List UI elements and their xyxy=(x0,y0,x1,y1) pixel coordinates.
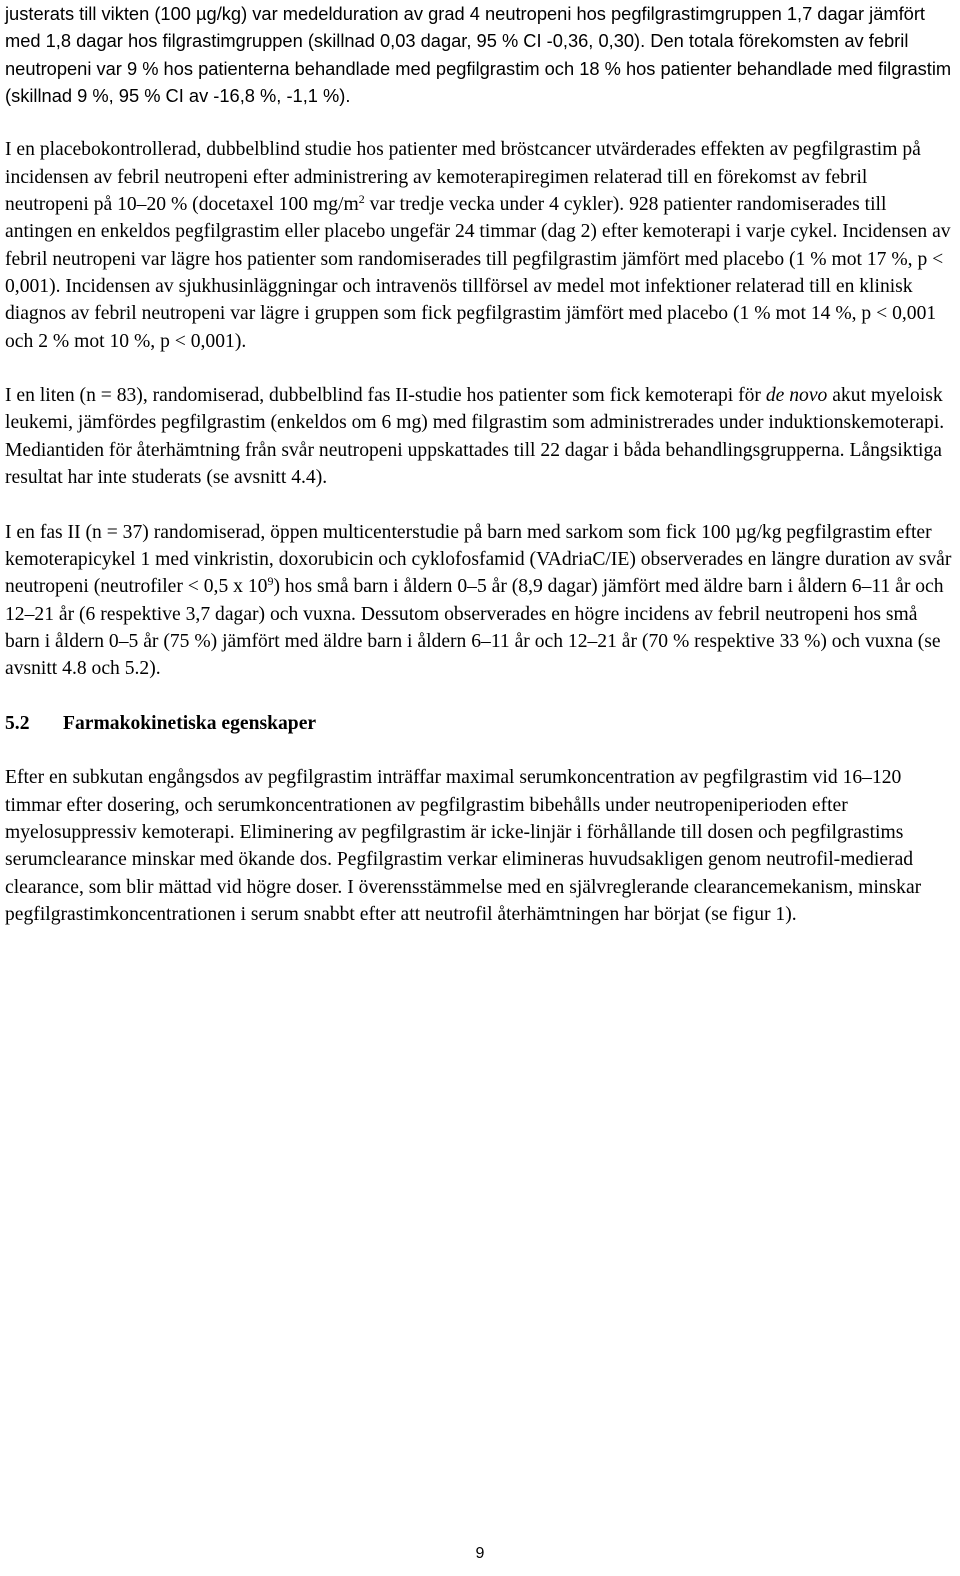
paragraph-gap xyxy=(5,355,955,382)
text-span: I en fas II (n = 37) randomiserad, öppen multicenterstudie på barn med sarkom som fick 100 µg/kg pegfilgrastim efter kemoterapicykel 1 med vinkristin, doxorubicin och cyklofosfamid (VAdriaC/IE) observerades en längre duration av svår neutropeni (neutrofiler < 0,5 x 10 xyxy=(5,521,952,598)
text-span: I en liten (n = 83), randomiserad, dubbelblind fas II-studie hos patienter som fick kemoterapi för xyxy=(5,385,766,407)
text-span: ) hos små barn i åldern 0–5 år (8,9 dagar) jämfört med äldre barn i åldern 6–11 år och 12–21 år (6 respektive 3,7 dagar) och vuxna. Dessutom observerades en högre incidens av febril neutropeni hos små barn i åldern 0–5 år (75 %) jämfört med äldre barn i åldern 6–11 år och 12–21 år (70 % respektive 33 %) och vuxna (se avsnitt 4.8 och 5.2). xyxy=(5,576,944,680)
page-number: 9 xyxy=(475,1545,485,1562)
paragraph-breast-cancer-study xyxy=(5,136,955,354)
section-heading xyxy=(5,710,955,737)
text-span: akut myeloisk leukemi, jämfördes pegfilgrastim (enkeldos om 6 mg) med filgrastim som administrerades under induktionskemoterapi. Mediantiden för återhämtning från svår neutropeni uppskattades till 22 dagar i båda behandlingsgrupperna. Långsiktiga resultat har inte studerats (se avsnitt 4.4). xyxy=(5,385,945,489)
paragraph-aml-study xyxy=(5,382,955,491)
superscript: 9 xyxy=(267,574,274,589)
paragraph-efficacy-summary: justerats till vikten (100 µg/kg) var medelduration av grad 4 neutropeni hos pegfilgrastimgruppen 1,7 dagar jämfört med 1,8 dagar hos filgrastimgruppen (skillnad 0,03 dagar, 95 % CI -0,36, 0,30). Den totala förekomsten av febril neutropeni var 9 % hos patienterna behandlade med pegfilgrastim och 18 % hos patienter behandlade med filgrastim (skillnad 9 %, 95 % CI av -16,8 %, -1,1 %). xyxy=(5,3,952,106)
paragraph-gap xyxy=(5,737,955,764)
italic-text: de novo xyxy=(765,385,828,407)
paragraph-pharmacokinetics: Efter en subkutan engångsdos av pegfilgrastim inträffar maximal serumkoncentration av pegfilgrastim vid 16–120 timmar efter dosering, och serumkoncentrationen av pegfilgrastim bibehålls under neutropeniperioden efter myelosuppressiv kemoterapi. Eliminering av pegfilgrastim är icke-linjär i förhållande till dosen och pegfilgrastims serumclearance minskar med ökande dos. Pegfilgrastim verkar elimineras huvudsakligen genom neutrofil-medierad clearance, som blir mättad vid högre doser. I överensstämmelse med en självreglerande clearancemekanism, minskar pegfilgrastimkoncentrationen i serum snabbt efter att neutrofil återhämtningen har börjat (se figur 1). xyxy=(5,767,922,925)
text-span: I en placebokontrollerad, dubbelblind studie hos patienter med bröstcancer utvärderades effekten av pegfilgrastim på incidensen av febril neutropeni efter administrering av kemoterapiregimen relaterad till en förekomst av febril neutropeni på 10–20 % (docetaxel 100 mg/m xyxy=(5,139,921,216)
document-page xyxy=(5,0,955,928)
section-number: 5.2 xyxy=(5,712,30,734)
superscript: 2 xyxy=(358,192,365,207)
paragraph-gap xyxy=(5,491,955,518)
text-span: var tredje vecka under 4 cykler). 928 patienter randomiserades till antingen en enkeldos pegfilgrastim eller placebo ungefär 24 timmar (dag 2) efter kemoterapi i varje cykel. Incidensen av febril neutropeni var lägre hos patienter som randomiserades till pegfilgrastim jämfört med placebo (1 % mot 17 %, p < 0,001). Incidensen av sjukhusinläggningar och intravenös tillförsel av medel mot infektioner relaterad till en klinisk diagnos av febril neutropeni var lägre i gruppen som fick pegfilgrastim jämfört med placebo (1 % mot 14 %, p < 0,001 och 2 % mot 10 %, p < 0,001). xyxy=(5,194,951,352)
paragraph-gap xyxy=(5,109,955,136)
paragraph-pediatric-study xyxy=(5,519,955,683)
section-title: Farmakokinetiska egenskaper xyxy=(63,712,317,734)
paragraph-gap xyxy=(5,682,955,709)
